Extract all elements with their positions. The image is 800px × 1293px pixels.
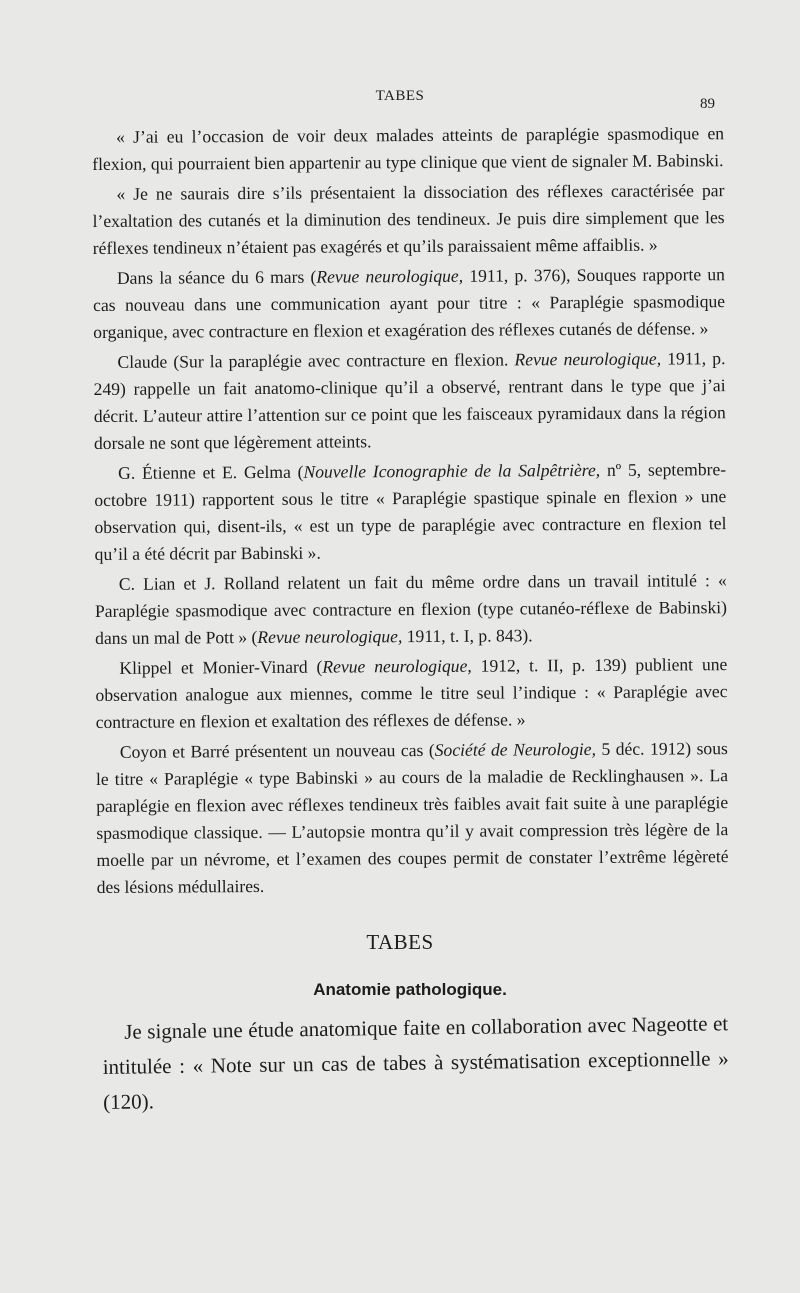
paragraph-1 [92,120,724,178]
text-run: Dans la séance du 6 mars ( [116,266,317,288]
text-run: 5 déc. 1912) sous le titre « Paraplégie « type Babinski » au cours de la maladie de Recklinghausen ». La paraplégie en flexion avec réflexes tendineux très faibles avait fait suite à une paraplégie spasmodique classique. — L’autopsie montra qu’il y avait compression très légère de la moelle par un névrome, et l’examen des coupes permit de constater l’extrême légèreté des lésions médullaires. [95,738,729,897]
running-head: TABES [375,88,425,104]
citation-title: Revue neurologique, [257,626,403,647]
text-run: 1911, p. 249) rappelle un fait anatomo-clinique qu’il a observé, rentrant dans le type que j’ai décrit. L’auteur attire l’attention sur ce point que les faisceaux pyramidaux dans la région dorsale ne sont que légèrement atteints. [93,348,726,453]
text-run: Claude (Sur la paraplégie avec contracture en flexion. [117,349,515,372]
section-paragraph: Je signale une étude anatomique faite en collaboration avec Nageotte et intitulée : « Note sur un cas de tabes à systématisation exceptionnelle » (120). [102,1011,729,1114]
text-run: 1911, t. I, p. 843). [402,625,533,647]
text-run: Klippel et Monier-Vinard ( [119,656,323,678]
body-text [92,120,729,901]
section-title: TABES [366,930,434,954]
section-text [102,1006,729,1120]
paragraph-4 [93,345,726,457]
text-run: 1911, p. 376), Souques rapporte un cas nouveau dans une communication ayant pour titre : « Paraplégie spasmodique organique, avec contracture en flexion et exagération des réflexes cutanés de défense. » [93,264,726,342]
text-run: Coyon et Barré présentent un nouveau cas ( [119,739,435,762]
text-run: « Je ne saurais dire s’ils présentaient la dissociation des réflexes caractérisée par l’exaltation des cutanés et la diminution des tendineux. Je puis dire simplement que les réflexes tendineux n’étaient pas exagérés et qu’ils paraissaient même affaiblis. » [92,180,725,258]
paragraph-5 [94,456,727,568]
paragraph-7 [95,651,727,736]
citation-title: Revue neurologique, [322,655,472,677]
citation-title: Nouvelle Iconographie de la Salpêtrière, [303,459,601,482]
paragraph-6 [95,567,727,652]
paragraph-3 [93,261,725,346]
paragraph-8 [96,735,729,901]
page-number: 89 [700,96,715,112]
text-run: « J’ai eu l’occasion de voir deux malades atteints de paraplégie spasmodique en flexion, qui pourraient bien appartenir au type clinique que vient de signaler M. Babinski. [92,123,725,174]
citation-title: Revue neurologique, [316,265,464,287]
text-run: G. Étienne et E. Gelma ( [118,461,304,483]
citation-title: Société de Neurologie, [434,738,597,760]
citation-title: Revue neurologique, [514,348,662,370]
subsection-title: Anatomie pathologique. [313,980,507,999]
text-run: 1912, t. II, p. 139) publient une observation analogue aux miennes, comme le titre seul l’indique : « Paraplégie avec contracture en flexion et exaltation des réflexes de défense. » [95,654,728,732]
text-run: nº 5, septembre-octobre 1911) rapportent sous le titre « Paraplégie spastique spinale en flexion » une observation qui, disent-ils, « est un type de paraplégie avec contracture en flexion tel qu’il a été décrit par Babinski ». [94,459,727,564]
paragraph-2 [92,177,724,262]
text-run: C. Lian et J. Rolland relatent un fait du même ordre dans un travail intitulé : « Paraplégie spasmodique avec contracture en flexion (type cutanéo-réflexe de Babinski) dans un mal de Pott » ( [94,570,728,648]
